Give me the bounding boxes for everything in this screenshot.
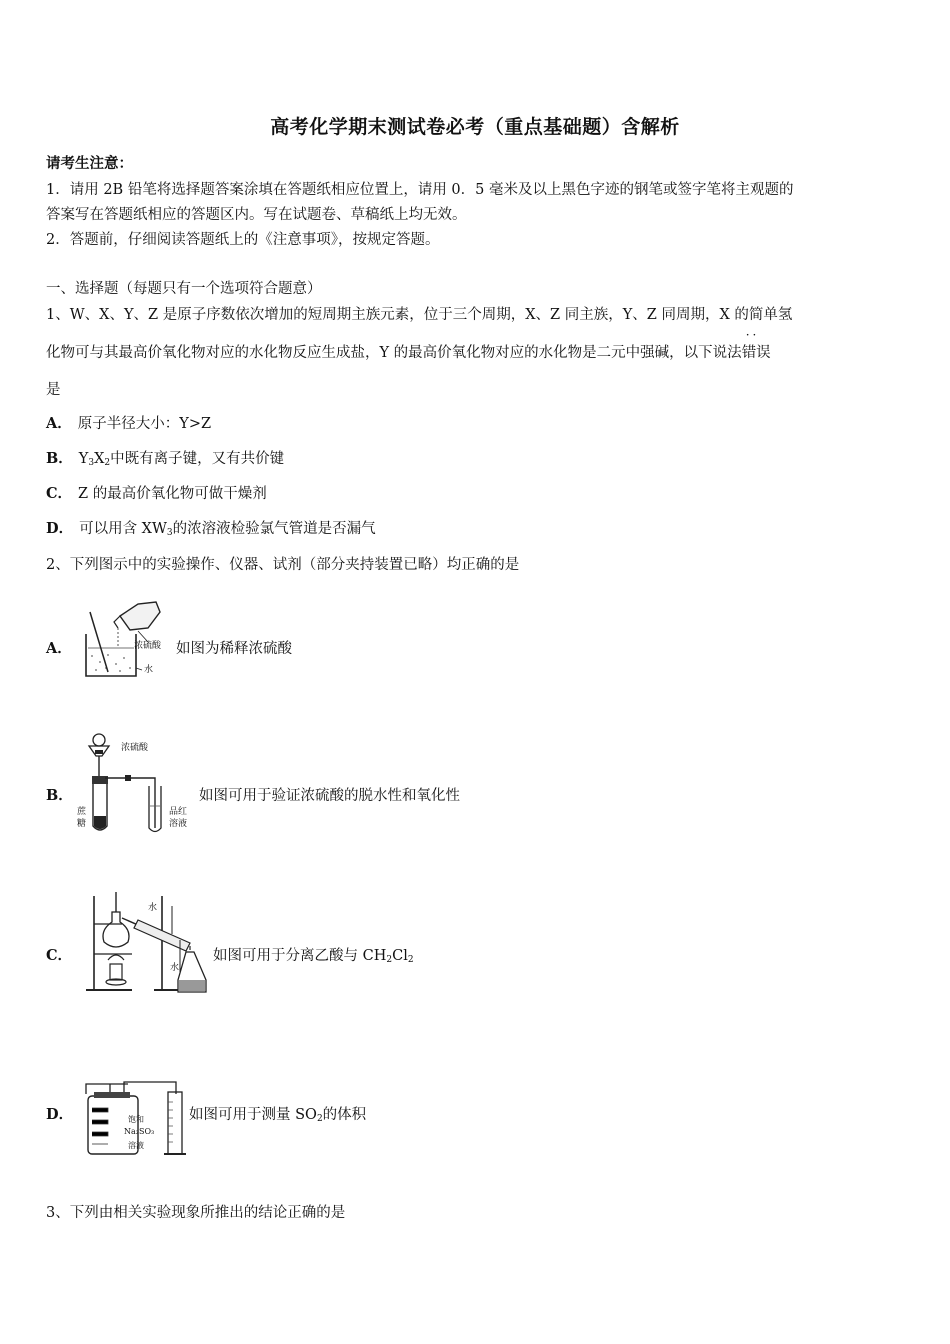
notice-item-2: 2．答题前，仔细阅读答题纸上的《注意事项》，按规定答题。 xyxy=(46,232,440,248)
formula-x: X xyxy=(94,451,105,467)
q1-option-d xyxy=(46,517,376,538)
option-text: 中既有离子键，又有共价键 xyxy=(110,451,285,467)
figure-label-water: 水 xyxy=(144,665,154,675)
q1-stem-line1: 1、W、X、Y、Z 是原子序数依次增加的短周期主族元素，位于三个周期，X、Z 同主族，Y、Z 同周期，X 的简单氢 xyxy=(46,307,793,323)
gas-measurement-apparatus-figure xyxy=(80,1078,186,1158)
option-text: Z 的最高价氧化物可做干燥剂 xyxy=(78,486,267,502)
option-text-post: 的体积 xyxy=(322,1107,367,1123)
q3-stem: 3、下列由相关实验现象所推出的结论正确的是 xyxy=(46,1205,346,1221)
section-heading: 一、选择题（每题只有一个选项符合题意） xyxy=(46,281,322,297)
figure-label-acid: 浓硫酸 xyxy=(134,641,162,651)
q2-option-a-label: A． xyxy=(46,640,72,657)
subscript: 2 xyxy=(104,458,111,468)
distillation-apparatus-figure xyxy=(82,888,210,996)
q2-option-d-label: D． xyxy=(46,1106,74,1123)
q2-stem: 2、下列图示中的实验操作、仪器、试剂（部分夹持装置已略）均正确的是 xyxy=(46,557,520,573)
notice-heading: 请考生注意： xyxy=(46,155,133,172)
q1-stem-line3: 是 xyxy=(46,382,61,398)
q2-option-c-text xyxy=(213,944,414,965)
option-label: B． xyxy=(46,450,73,467)
q2-option-b-label: B． xyxy=(46,787,73,804)
q2-option-c-label: C． xyxy=(46,947,73,964)
figure-label-formula: Na₂SO₃ xyxy=(124,1127,155,1136)
notice-item-1b: 答案写在答题纸相应的答题区内。写在试题卷、草稿纸上均无效。 xyxy=(46,207,467,223)
figure-label-water-in: 水 xyxy=(148,903,158,913)
subscript: 2 xyxy=(407,955,414,965)
q2-option-d-text xyxy=(189,1103,366,1124)
q1-emphasis-word: ·· 错误 xyxy=(742,341,771,362)
figure-label-acid: 浓硫酸 xyxy=(121,743,149,753)
page-title: 高考化学期末测试卷必考（重点基础题）含解析 xyxy=(270,116,680,138)
subscript: 3 xyxy=(166,528,173,538)
figure-label-solution: 溶液 xyxy=(128,1141,144,1150)
subscript: 3 xyxy=(88,458,95,468)
q2-option-b-text: 如图可用于验证浓硫酸的脱水性和氧化性 xyxy=(199,788,460,804)
figure-label-dye-2: 溶液 xyxy=(169,819,188,829)
q1-option-b xyxy=(46,447,284,468)
q1-stem-line2 xyxy=(46,341,771,362)
notice-item-1a: 1．请用 2B 铅笔将选择题答案涂填在答题纸相应位置上，请用 0．5 毫米及以上黑色字迹的钢笔或签字笔将主观题的 xyxy=(46,182,794,198)
option-label: A． xyxy=(46,415,72,432)
option-label: D． xyxy=(46,520,74,537)
dilution-apparatus-figure xyxy=(78,598,173,680)
option-text-pre: 如图可用于分离乙酸与 CH xyxy=(213,948,387,964)
q1-stem-line2-text: 化物可与其最高价氧化物对应的水化物反应生成盐，Y 的最高价氧化物对应的水化物是二元中强碱，以下说法 xyxy=(46,345,742,361)
q2-option-a-text: 如图为稀释浓硫酸 xyxy=(176,641,292,657)
subscript: 2 xyxy=(316,1114,323,1124)
option-text-pre: 如图可用于测量 SO xyxy=(189,1107,317,1123)
option-text: 的浓溶液检验氯气管道是否漏气 xyxy=(172,521,376,537)
option-label: C． xyxy=(46,485,73,502)
q1-option-c xyxy=(46,482,267,503)
option-text-pre: 可以用含 XW xyxy=(79,521,167,537)
formula-cl: Cl xyxy=(392,948,408,964)
figure-label-sugar-2: 糖 xyxy=(77,819,87,829)
figure-label-sugar-1: 蔗 xyxy=(77,807,87,817)
figure-label-dye-1: 品红 xyxy=(169,807,188,817)
option-text: 原子半径大小：Y>Z xyxy=(77,416,212,432)
dehydration-apparatus-figure xyxy=(75,732,195,836)
figure-label-saturated: 饱和 xyxy=(128,1115,144,1124)
q1-option-a xyxy=(46,412,211,433)
figure-label-water-out: 水 xyxy=(170,963,180,973)
subscript: 2 xyxy=(386,955,393,965)
formula-y: Y xyxy=(78,451,89,467)
